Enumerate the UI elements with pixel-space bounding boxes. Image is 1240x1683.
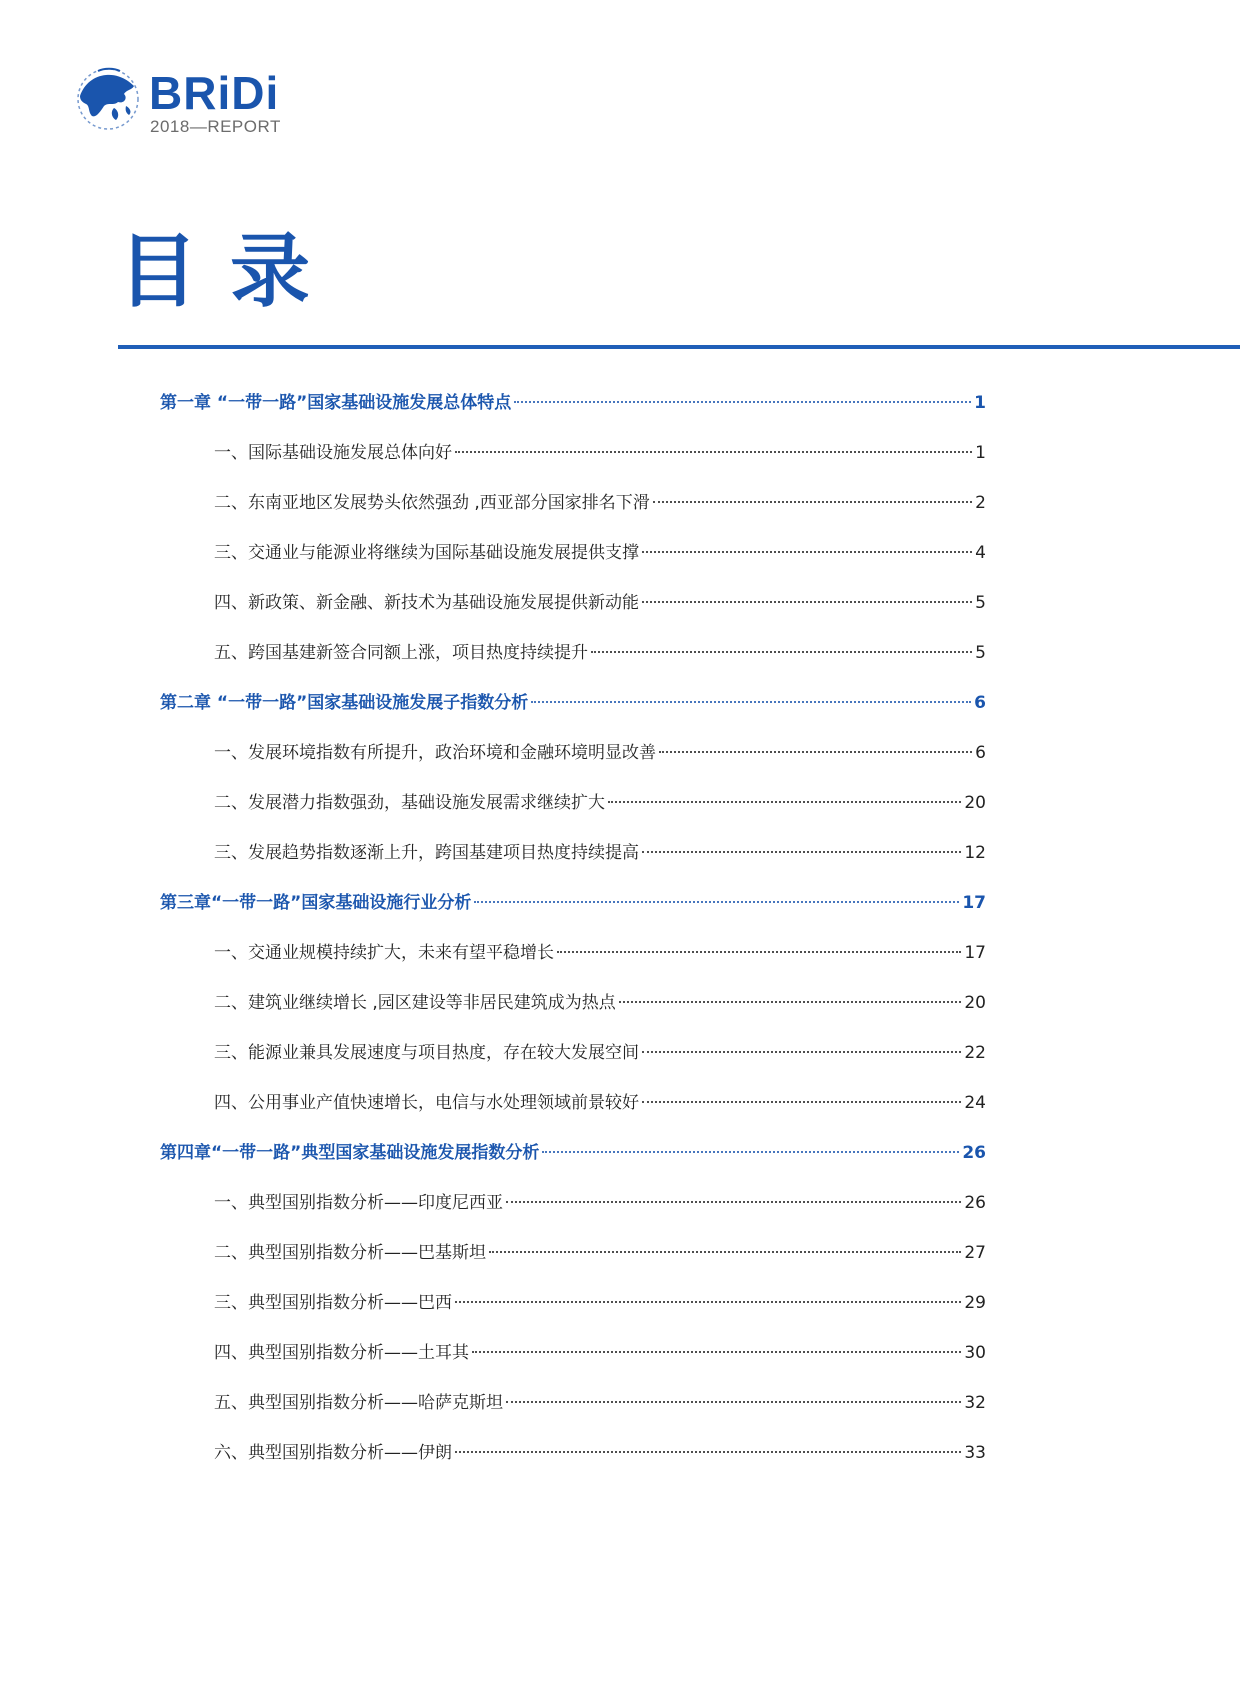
toc-entry-label: 三、典型国别指数分析——巴西: [214, 1293, 452, 1313]
toc-entry-label: 一、国际基础设施发展总体向好: [214, 443, 452, 463]
toc-entry-page: 12: [964, 843, 986, 863]
toc-section-link[interactable]: [160, 1288, 986, 1338]
toc-section-link[interactable]: [160, 1238, 986, 1288]
toc-chapter-link[interactable]: [160, 388, 986, 438]
toc-entry-label: 第三章“一带一路”国家基础设施行业分析: [160, 893, 472, 913]
toc-entry-page: 6: [975, 743, 986, 763]
toc-entry-label: 二、东南亚地区发展势头依然强劲 ,西亚部分国家排名下滑: [214, 493, 650, 513]
page-title: 目录: [118, 225, 342, 318]
toc-entry-label: 一、交通业规模持续扩大，未来有望平稳增长: [214, 943, 554, 963]
toc-section-link[interactable]: [160, 1388, 986, 1438]
toc-leader-dots: [642, 1051, 961, 1053]
toc-entry-page: 4: [975, 543, 986, 563]
toc-entry-label: 四、典型国别指数分析——土耳其: [214, 1343, 469, 1363]
title-divider: [118, 345, 1240, 349]
toc-section-link[interactable]: [160, 1438, 986, 1488]
toc-entry-label: 第四章“一带一路”典型国家基础设施发展指数分析: [160, 1143, 540, 1163]
toc-chapter-link[interactable]: [160, 888, 986, 938]
toc-section-link[interactable]: [160, 538, 986, 588]
toc-entry-page: 2: [975, 493, 986, 513]
toc-section-link[interactable]: [160, 738, 986, 788]
toc-leader-dots: [619, 1001, 962, 1003]
toc-entry-label: 三、能源业兼具发展速度与项目热度，存在较大发展空间: [214, 1043, 639, 1063]
logo-subtitle: 2018—REPORT: [150, 117, 281, 136]
toc-section-link[interactable]: [160, 1038, 986, 1088]
table-of-contents: [160, 388, 986, 1488]
toc-entry-label: 六、典型国别指数分析——伊朗: [214, 1443, 452, 1463]
toc-entry-page: 27: [964, 1243, 986, 1263]
toc-entry-page: 26: [962, 1143, 986, 1163]
toc-section-link[interactable]: [160, 788, 986, 838]
toc-section-link[interactable]: [160, 1088, 986, 1138]
toc-entry-page: 20: [964, 993, 986, 1013]
toc-entry-page: 33: [964, 1443, 986, 1463]
toc-leader-dots: [642, 1101, 961, 1103]
toc-leader-dots: [557, 951, 961, 953]
toc-chapter-link[interactable]: [160, 688, 986, 738]
toc-entry-page: 29: [964, 1293, 986, 1313]
toc-leader-dots: [659, 751, 972, 753]
toc-entry-label: 第一章 “一带一路”国家基础设施发展总体特点: [160, 393, 512, 413]
toc-section-link[interactable]: [160, 588, 986, 638]
toc-leader-dots: [455, 451, 972, 453]
toc-leader-dots: [542, 1151, 959, 1153]
toc-entry-page: 17: [964, 943, 986, 963]
toc-leader-dots: [455, 1451, 961, 1453]
toc-entry-label: 四、公用事业产值快速增长，电信与水处理领域前景较好: [214, 1093, 639, 1113]
toc-entry-page: 30: [964, 1343, 986, 1363]
toc-section-link[interactable]: [160, 938, 986, 988]
toc-entry-page: 5: [975, 643, 986, 663]
toc-section-link[interactable]: [160, 838, 986, 888]
toc-entry-label: 一、典型国别指数分析——印度尼西亚: [214, 1193, 503, 1213]
toc-section-link[interactable]: [160, 488, 986, 538]
toc-leader-dots: [506, 1401, 961, 1403]
toc-entry-label: 五、典型国别指数分析——哈萨克斯坦: [214, 1393, 503, 1413]
toc-entry-page: 1: [975, 443, 986, 463]
toc-entry-page: 32: [964, 1393, 986, 1413]
toc-entry-page: 1: [974, 393, 986, 413]
toc-leader-dots: [472, 1351, 961, 1353]
toc-leader-dots: [531, 701, 971, 703]
toc-entry-label: 二、发展潜力指数强劲，基础设施发展需求继续扩大: [214, 793, 605, 813]
toc-entry-label: 第二章 “一带一路”国家基础设施发展子指数分析: [160, 693, 529, 713]
toc-leader-dots: [506, 1201, 961, 1203]
toc-entry-page: 17: [962, 893, 986, 913]
toc-leader-dots: [489, 1251, 961, 1253]
toc-entry-page: 22: [964, 1043, 986, 1063]
globe-icon: [74, 66, 146, 132]
toc-entry-label: 一、发展环境指数有所提升，政治环境和金融环境明显改善: [214, 743, 656, 763]
toc-leader-dots: [642, 551, 972, 553]
toc-leader-dots: [653, 501, 972, 503]
toc-leader-dots: [642, 851, 961, 853]
toc-entry-label: 三、交通业与能源业将继续为国际基础设施发展提供支撑: [214, 543, 639, 563]
brand-logo: [74, 64, 304, 144]
toc-leader-dots: [455, 1301, 961, 1303]
toc-leader-dots: [591, 651, 972, 653]
toc-section-link[interactable]: [160, 638, 986, 688]
toc-entry-page: 6: [974, 693, 986, 713]
toc-entry-label: 二、典型国别指数分析——巴基斯坦: [214, 1243, 486, 1263]
toc-entry-label: 二、建筑业继续增长 ,园区建设等非居民建筑成为热点: [214, 993, 616, 1013]
toc-leader-dots: [514, 401, 971, 403]
toc-entry-label: 四、新政策、新金融、新技术为基础设施发展提供新动能: [214, 593, 639, 613]
toc-chapter-link[interactable]: [160, 1138, 986, 1188]
toc-section-link[interactable]: [160, 1188, 986, 1238]
toc-leader-dots: [608, 801, 961, 803]
toc-leader-dots: [642, 601, 972, 603]
toc-entry-page: 26: [964, 1193, 986, 1213]
toc-entry-page: 20: [964, 793, 986, 813]
toc-section-link[interactable]: [160, 988, 986, 1038]
logo-name: BRiDi: [149, 67, 280, 119]
toc-entry-page: 5: [975, 593, 986, 613]
toc-section-link[interactable]: [160, 438, 986, 488]
toc-entry-label: 三、发展趋势指数逐渐上升，跨国基建项目热度持续提高: [214, 843, 639, 863]
toc-entry-page: 24: [964, 1093, 986, 1113]
toc-entry-label: 五、跨国基建新签合同额上涨，项目热度持续提升: [214, 643, 588, 663]
toc-section-link[interactable]: [160, 1338, 986, 1388]
toc-leader-dots: [474, 901, 959, 903]
